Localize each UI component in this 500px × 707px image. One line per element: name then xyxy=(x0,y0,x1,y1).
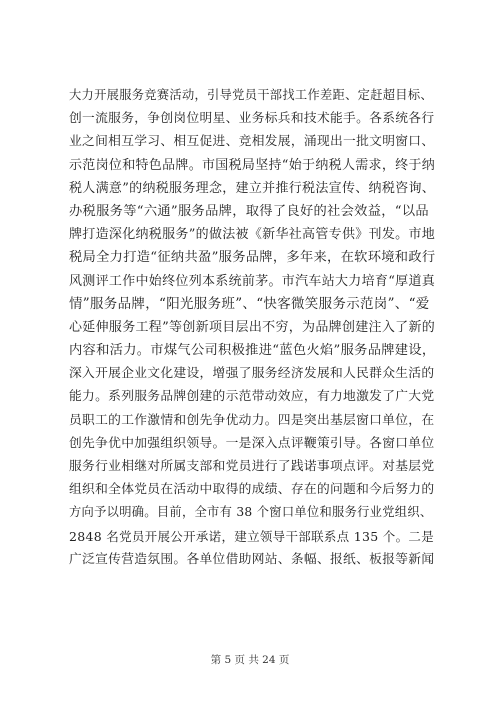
text-line: 方向予以明确。目前，全市有 38 个窗口单位和服务行业党组织、 xyxy=(69,505,433,520)
text-line: 业之间相互学习、相互促进、竞相发展，涌现出一批文明窗口、 xyxy=(69,134,435,150)
text-line: 深入开展企业文化建设，增强了服务经济发展和人民群众生活的 xyxy=(69,366,435,382)
text-line: 内容和活力。市煤气公司积极推进“蓝色火焰”服务品牌建设， xyxy=(69,343,436,359)
text-line: 创先争优中加强组织领导。一是深入点评鞭策引导。各窗口单位 xyxy=(69,435,435,451)
text-line: 广泛宣传营造氛围。各单位借助网站、条幅、报纸、板报等新闻 xyxy=(69,551,435,567)
text-line: 示范岗位和特色品牌。市国税局坚持“始于纳税人需求，终于纳 xyxy=(69,157,436,173)
text-line: 2848 名党员开展公开承诺，建立领导干部联系点 135 个。二是 xyxy=(69,528,434,544)
page-footer: 第 5 页 共 24 页 xyxy=(210,654,290,666)
text-line: 大力开展服务竞赛活动，引导党员干部找工作差距、定赶超目标、 xyxy=(69,88,433,102)
text-line: 风测评工作中始终位列本系统前茅。市汽车站大力培育“厚道真 xyxy=(69,273,436,289)
text-line: 税局全力打造“征纳共盈”服务品牌，多年来，在软环境和政行 xyxy=(69,250,436,266)
text-line: 心延伸服务工程”等创新项目层出不穷，为品牌创建注入了新的 xyxy=(69,319,436,335)
text-line: 员职工的工作激情和创先争优动力。四是突出基层窗口单位，在 xyxy=(69,412,435,428)
text-line: 创一流服务，争创岗位明星、业务标兵和技术能手。各系统各行 xyxy=(69,111,435,127)
text-line: 牌打造深化纳税服务”的做法被《新华社高管专供》刊发。市地 xyxy=(69,227,436,243)
text-line: 服务行业相继对所属支部和党员进行了践诺事项点评。对基层党 xyxy=(69,459,435,474)
text-line: 组织和全体党员在活动中取得的成绩、存在的问题和今后努力的 xyxy=(69,482,435,498)
text-line: 税人满意”的纳税服务理念，建立并推行税法宣传、纳税咨询、 xyxy=(69,180,436,196)
text-line: 情”服务品牌，“阳光服务班”、“快客微笑服务示范岗”、“爱 xyxy=(69,295,430,312)
text-line: 能力。系列服务品牌创建的示范带动效应，有力地激发了广大党 xyxy=(69,389,435,405)
text-line: 办税服务等“六通”服务品牌，取得了良好的社会效益，“以品 xyxy=(69,203,429,219)
body-text xyxy=(69,84,435,571)
